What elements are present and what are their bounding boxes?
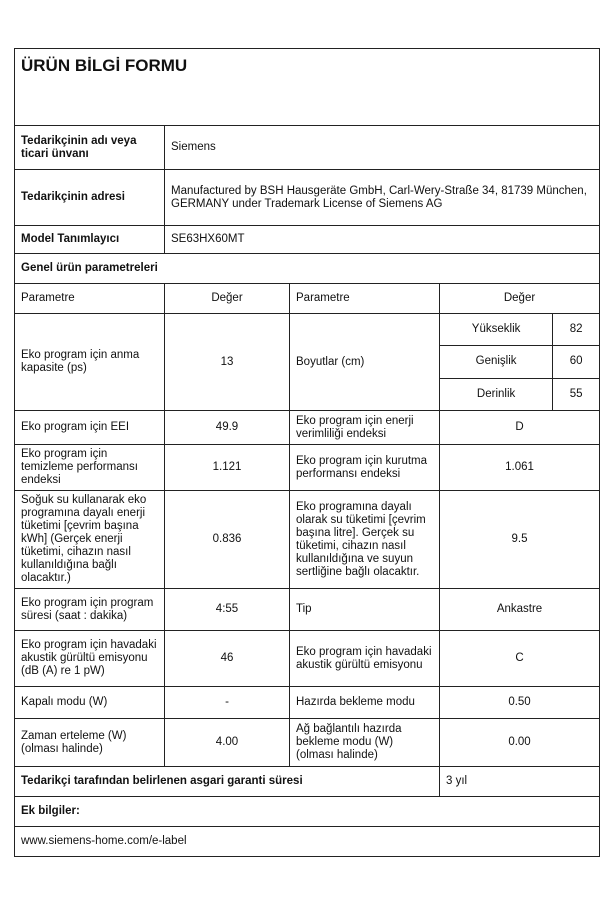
dimension-label: Derinlik	[440, 378, 553, 410]
value-cell: 0.836	[165, 491, 290, 589]
param-cell: Eko program için EEI	[15, 411, 165, 445]
param-cell: Kapalı modu (W)	[15, 687, 165, 719]
extra-info-url[interactable]: www.siemens-home.com/e-label	[15, 827, 600, 857]
value-cell: Ankastre	[440, 589, 600, 631]
form-title: ÜRÜN BİLGİ FORMU	[15, 49, 600, 126]
dimension-label: Yükseklik	[440, 314, 553, 346]
value-cell: 46	[165, 631, 290, 687]
extra-info-label: Ek bilgiler:	[15, 797, 600, 827]
dimensions-table	[440, 314, 599, 410]
value-cell: C	[440, 631, 600, 687]
model-label: Model Tanımlayıcı	[15, 226, 165, 254]
header-param: Parametre	[15, 284, 165, 314]
param-cell: Tip	[290, 589, 440, 631]
value-cell: 0.50	[440, 687, 600, 719]
header-param-2: Parametre	[290, 284, 440, 314]
param-cell: Eko program için anma kapasite (ps)	[15, 314, 165, 411]
param-cell: Eko program için program süresi (saat : dakika)	[15, 589, 165, 631]
param-cell: Zaman erteleme (W) (olması halinde)	[15, 719, 165, 767]
dimensions-cell	[440, 314, 600, 411]
param-cell: Ağ bağlantılı hazırda bekleme modu (W) (olması halinde)	[290, 719, 440, 767]
value-cell: 1.121	[165, 445, 290, 491]
param-cell: Eko programına dayalı olarak su tüketimi [çevrim başına litre]. Gerçek su tüketimi, cihazın nasıl kullanıldığına ve suyun sertliğine bağlı olacaktır.	[290, 491, 440, 589]
header-value-2: Değer	[440, 284, 600, 314]
dimension-label: Genişlik	[440, 346, 553, 378]
param-cell: Hazırda bekleme modu	[290, 687, 440, 719]
info-table	[14, 48, 600, 857]
header-value: Değer	[165, 284, 290, 314]
product-info-form	[14, 48, 599, 857]
supplier-address-value: Manufactured by BSH Hausgeräte GmbH, Carl-Wery-Straße 34, 81739 München, GERMANY under Trademark License of Siemens AG	[165, 170, 600, 226]
value-cell: 4:55	[165, 589, 290, 631]
dimension-value: 82	[553, 314, 599, 346]
value-cell: 49.9	[165, 411, 290, 445]
supplier-name-value: Siemens	[165, 126, 600, 170]
dimension-value: 55	[569, 387, 583, 400]
supplier-name-label: Tedarikçinin adı veya ticari ünvanı	[15, 126, 165, 170]
value-cell: 4.00	[165, 719, 290, 767]
value-cell: 1.061	[440, 445, 600, 491]
value-cell: -	[165, 687, 290, 719]
general-heading: Genel ürün parametreleri	[15, 254, 600, 284]
dimension-value: 60	[553, 346, 599, 378]
param-cell: Eko program için temizleme performansı endeksi	[15, 445, 165, 491]
value-cell: D	[440, 411, 600, 445]
warranty-label: Tedarikçi tarafından belirlenen asgari garanti süresi	[15, 767, 440, 797]
warranty-value: 3 yıl	[440, 767, 600, 797]
param-cell: Eko program için kurutma performansı endeksi	[290, 445, 440, 491]
param-cell: Soğuk su kullanarak eko programına dayalı enerji tüketimi [çevrim başına kWh] (Gerçek enerji tüketimi, cihazın nasıl kullanıldığına bağlı olacaktır.)	[15, 491, 165, 589]
supplier-address-label: Tedarikçinin adresi	[15, 170, 165, 226]
param-cell: Eko program için havadaki akustik gürültü emisyonu (dB (A) re 1 pW)	[15, 631, 165, 687]
param-cell: Boyutlar (cm)	[290, 314, 440, 411]
param-cell: Eko program için enerji verimliliği endeksi	[290, 411, 440, 445]
value-cell: 9.5	[440, 491, 600, 589]
value-cell: 0.00	[440, 719, 600, 767]
value-cell: 13	[165, 314, 290, 411]
model-value: SE63HX60MT	[165, 226, 600, 254]
param-cell: Eko program için havadaki akustik gürültü emisyonu	[290, 631, 440, 687]
